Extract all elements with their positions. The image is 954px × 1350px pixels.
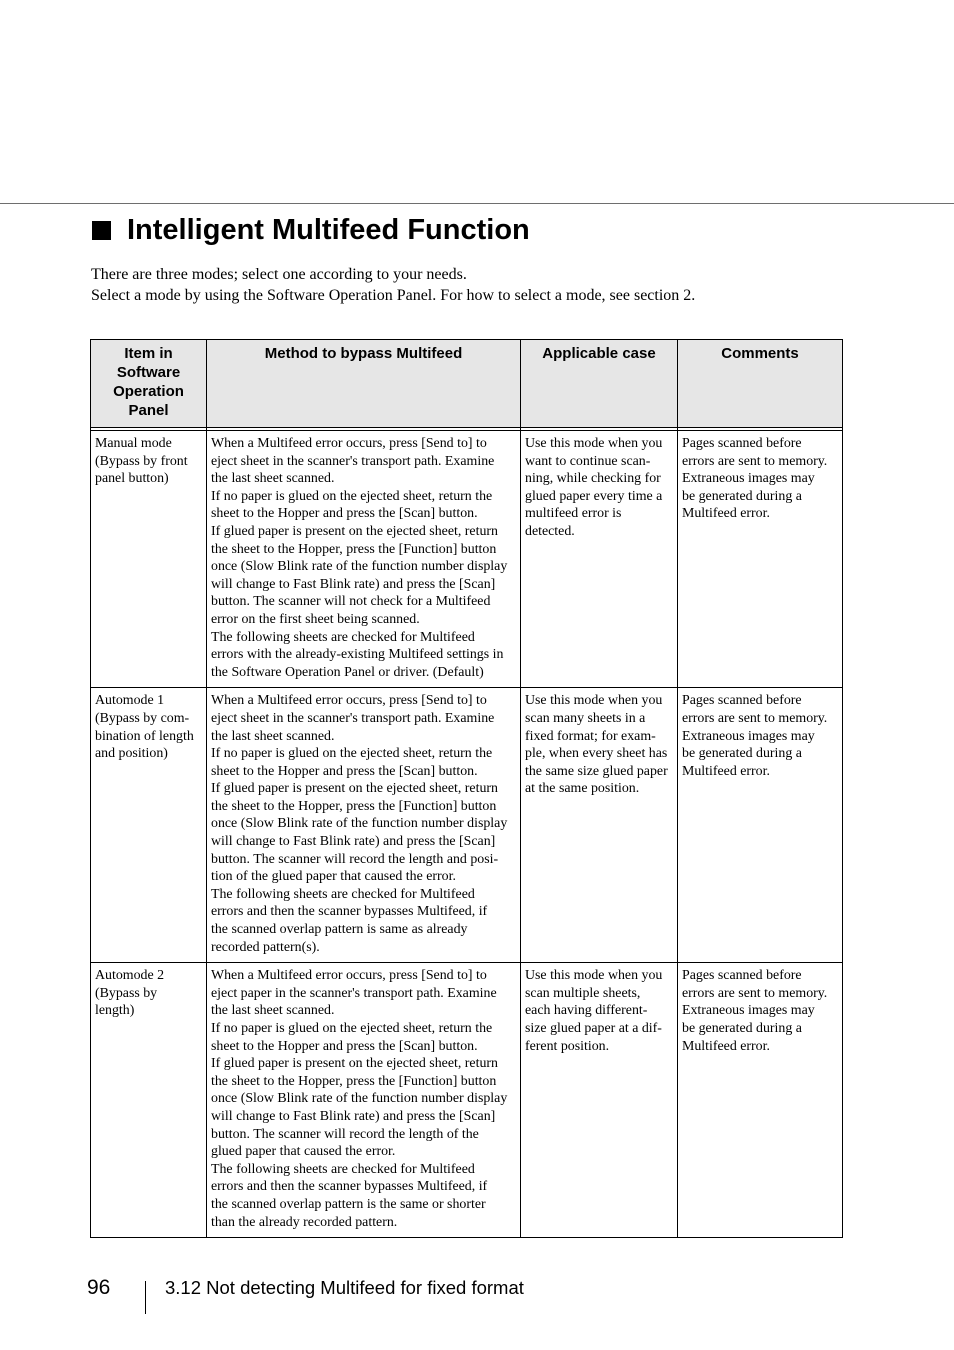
page-number: 96: [87, 1276, 111, 1299]
header-item: Item in Software Operation Panel: [91, 340, 207, 428]
footer-divider: [145, 1281, 146, 1314]
cell-item: Manual mode (Bypass by front panel button): [91, 431, 207, 688]
cell-comments: Pages scanned before errors are sent to memory. Extraneous images may be generated during a Multifeed error.: [678, 688, 843, 963]
table-row: [91, 431, 843, 688]
intro-line-1: There are three modes; select one according to your needs.: [91, 266, 467, 283]
cell-applicable-case: Use this mode when you want to continue scan- ning, while checking for glued paper every time a multifeed error is detected.: [521, 431, 678, 688]
top-rule: [0, 203, 954, 204]
cell-item: Automode 2 (Bypass by length): [91, 963, 207, 1238]
header-applicable-case: Applicable case: [521, 340, 678, 428]
section-title-text: Intelligent Multifeed Function: [127, 214, 530, 246]
table-row: [91, 688, 843, 963]
table-row: [91, 963, 843, 1238]
header-comments: Comments: [678, 340, 843, 428]
footer-section-label: 3.12 Not detecting Multifeed for fixed format: [165, 1277, 524, 1298]
table-header-row: [91, 340, 843, 428]
cell-method: When a Multifeed error occurs, press [Send to] to eject sheet in the scanner's transport path. Examine the last sheet scanned. If no paper is glued on the ejected sheet, return the sheet to the Hopper and press the [Scan] button. If glued paper is present on the ejected sheet, return the sheet to the Hopper, press the [Function] button once (Slow Blink rate of the function number display will change to Fast Blink rate) and press the [Scan] button. The scanner will record the length and posi- tion of the glued paper that caused the error. The following sheets are checked for Multifeed errors and then the scanner bypasses Multifeed, if the scanned overlap pattern is same as already recorded pattern(s).: [207, 688, 521, 963]
multifeed-modes-table: [90, 339, 843, 1238]
cell-item: Automode 1 (Bypass by com- bination of length and position): [91, 688, 207, 963]
cell-comments: Pages scanned before errors are sent to memory. Extraneous images may be generated during a Multifeed error.: [678, 963, 843, 1238]
intro-text: [91, 264, 891, 306]
section-title: [92, 211, 530, 249]
header-method: Method to bypass Multifeed: [207, 340, 521, 428]
cell-method: When a Multifeed error occurs, press [Send to] to eject paper in the scanner's transport path. Examine the last sheet scanned. If no paper is glued on the ejected sheet, return the sheet to the Hopper and press the [Scan] button. If glued paper is present on the ejected sheet, return the sheet to the Hopper, press the [Function] button once (Slow Blink rate of the function number display will change to Fast Blink rate) and press the [Scan] button. The scanner will record the length of the glued paper that caused the error. The following sheets are checked for Multifeed errors and then the scanner bypasses Multifeed, if the scanned overlap pattern is the same or shorter than the already recorded pattern.: [207, 963, 521, 1238]
black-square-icon: [92, 221, 111, 240]
cell-method: When a Multifeed error occurs, press [Send to] to eject sheet in the scanner's transport path. Examine the last sheet scanned. If no paper is glued on the ejected sheet, return the sheet to the Hopper and press the [Scan] button. If glued paper is present on the ejected sheet, return the sheet to the Hopper, press the [Function] button once (Slow Blink rate of the function number display will change to Fast Blink rate) and press the [Scan] button. The scanner will not check for a Multifeed error on the first sheet being scanned. The following sheets are checked for Multifeed errors with the already-existing Multifeed settings in the Software Operation Panel or driver. (Default): [207, 431, 521, 688]
cell-applicable-case: Use this mode when you scan multiple sheets, each having different- size glued paper at a dif- ferent position.: [521, 963, 678, 1238]
cell-comments: Pages scanned before errors are sent to memory. Extraneous images may be generated during a Multifeed error.: [678, 431, 843, 688]
cell-applicable-case: Use this mode when you scan many sheets in a fixed format; for exam- ple, when every sheet has the same size glued paper at the same position.: [521, 688, 678, 963]
intro-line-2: Select a mode by using the Software Operation Panel. For how to select a mode, see section 2.: [91, 287, 696, 304]
